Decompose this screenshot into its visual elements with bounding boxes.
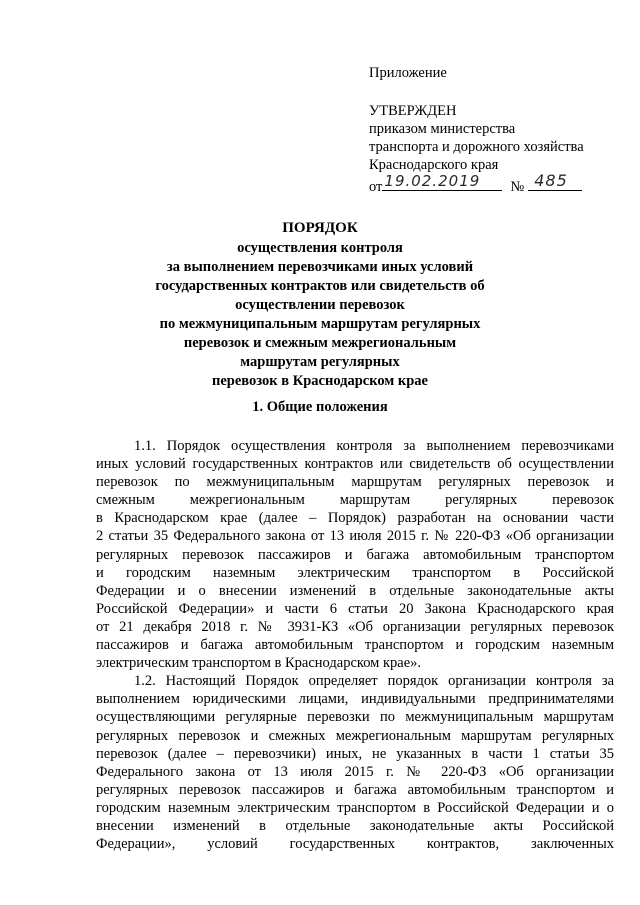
title-line: маршрутам регулярных bbox=[240, 354, 400, 370]
date-prefix: от bbox=[369, 179, 383, 195]
section-heading: 1. Общие положения bbox=[252, 399, 388, 415]
approved-label: УТВЕРЖДЕН bbox=[369, 103, 457, 119]
paragraph-line: городским наземным электрическим транспортом в Российской Федерации и о bbox=[96, 799, 614, 816]
paragraph-line: регулярных перевозок пассажиров и багажа автомобильным транспортом bbox=[96, 546, 614, 563]
paragraph-line: выполнением юридическими лицами, индивидуальными предпринимателями bbox=[96, 691, 614, 708]
paragraph-line: осуществляющими регулярные перевозки по межмуниципальным маршрутам bbox=[96, 709, 614, 726]
approval-line: транспорта и дорожного хозяйства bbox=[369, 139, 584, 155]
title-line: осуществлении перевозок bbox=[235, 297, 405, 313]
body-text bbox=[96, 437, 614, 853]
title-line: перевозок и смежным межрегиональным bbox=[183, 335, 457, 351]
paragraph-line: от 21 декабря 2018 г. № 3931-КЗ «Об организации регулярных перевозок bbox=[96, 618, 614, 635]
number-prefix: № bbox=[510, 179, 525, 195]
title-line: перевозок в Краснодарском крае bbox=[212, 373, 428, 389]
paragraph-line: Российской Федерации» и части 6 статьи 20 Закона Краснодарского края bbox=[96, 600, 614, 617]
title-line: осуществления контроля bbox=[237, 240, 403, 256]
document-title bbox=[120, 218, 520, 391]
title-line: государственных контрактов или свидетельств об bbox=[155, 278, 485, 294]
paragraph-line: 2 статьи 35 Федерального закона от 13 июля 2015 г. № 220-ФЗ «Об организации bbox=[96, 528, 614, 545]
paragraph-line: иных условий государственных контрактов или свидетельств об осуществлении bbox=[96, 456, 614, 473]
paragraph-line: перевозок по межмуниципальным маршрутам регулярных перевозок и bbox=[96, 474, 614, 491]
paragraph-line: и городским наземным электрическим транспортом в Российской bbox=[96, 564, 614, 581]
paragraph-line: Федерации», условий государственных контрактов, заключенных bbox=[96, 836, 614, 853]
paragraph-line: Федерации и о внесении изменений в отдельные законодательные акты bbox=[96, 582, 614, 599]
approval-block bbox=[369, 64, 619, 196]
approval-line: приказом министерства bbox=[369, 121, 516, 137]
paragraph-line: смежным межрегиональным маршрутам регулярных перевозок bbox=[96, 492, 614, 509]
handwritten-date: 19.02.2019 bbox=[384, 172, 481, 190]
handwritten-number: 485 bbox=[534, 171, 568, 190]
paragraph-line: перевозок (далее – перевозчики) иных, не указанных в части 1 статьи 35 bbox=[96, 745, 614, 762]
appendix-label: Приложение bbox=[369, 65, 447, 81]
paragraph-line: в Краснодарском крае (далее – Порядок) разработан на основании части bbox=[96, 510, 614, 527]
title-line: за выполнением перевозчиками иных условий bbox=[166, 259, 474, 275]
paragraph-line: внесении изменений в отдельные законодательные акты Российской bbox=[96, 817, 614, 834]
approval-line: Краснодарского края bbox=[369, 157, 499, 173]
number-field bbox=[528, 171, 582, 191]
title-main: ПОРЯДОК bbox=[282, 220, 358, 236]
paragraph-line: регулярных перевозок и смежных межрегиональным маршрутам регулярных bbox=[96, 727, 614, 744]
paragraph-line: 1.1. Порядок осуществления контроля за выполнением перевозчиками bbox=[134, 438, 614, 454]
paragraph-line: 1.2. Настоящий Порядок определяет порядок организации контроля за bbox=[134, 673, 614, 690]
date-field bbox=[382, 172, 502, 191]
paragraph-line: пассажиров и багажа автомобильным транспортом и городским наземным bbox=[96, 637, 614, 654]
paragraph-line: регулярных перевозок пассажиров и багажа автомобильным транспортом и bbox=[96, 781, 614, 798]
title-line: по межмуниципальным маршрутам регулярных bbox=[159, 316, 481, 332]
order-date-number-row bbox=[369, 171, 619, 196]
paragraph-line: электрическим транспортом в Краснодарском крае». bbox=[96, 655, 422, 672]
paragraph-line: Федерального закона от 13 июля 2015 г. № 220-ФЗ «Об организации bbox=[96, 763, 614, 780]
